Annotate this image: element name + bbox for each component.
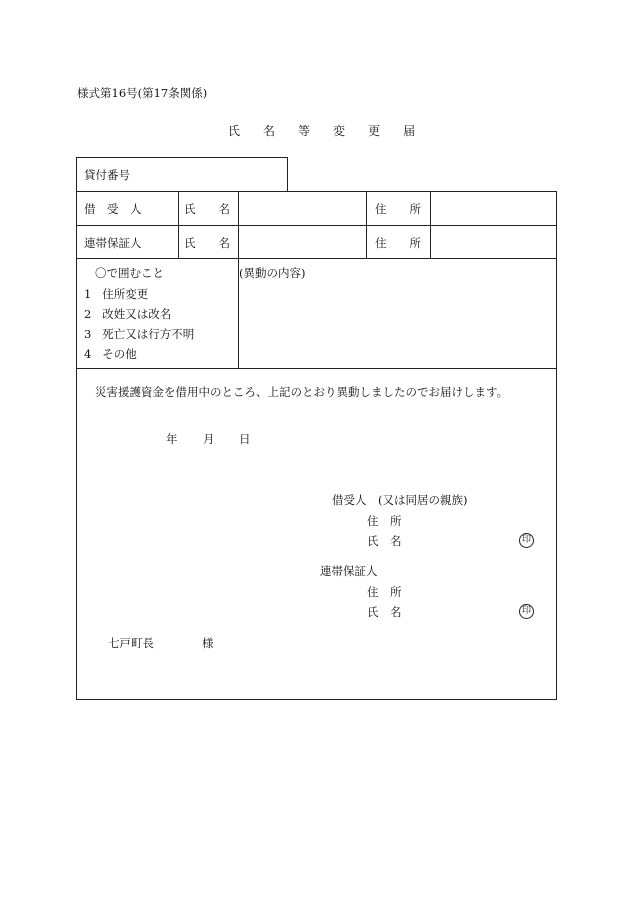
option-death-missing[interactable] [84, 326, 194, 342]
change-detail-field[interactable] [241, 282, 554, 366]
borrower-address-field[interactable] [433, 194, 554, 223]
option-number: 4 [84, 347, 92, 361]
date-month-label: 月 [203, 432, 215, 446]
date-day-label: 日 [239, 432, 251, 446]
title-char: 氏 [228, 124, 241, 138]
circle-instruction: 〇で囲むこと [95, 266, 164, 280]
sign-borrower-address: 住 所 [367, 514, 402, 528]
option-address-change[interactable] [84, 286, 148, 302]
title-char: 届 [403, 124, 416, 138]
option-text: 改姓又は改名 [102, 307, 172, 321]
option-text: 住所変更 [102, 287, 149, 301]
addressee: 七戸町長 [108, 636, 154, 650]
statement-text: 災害援護資金を借用中のところ、上記のとおり異動しましたのでお届けします。 [95, 385, 509, 399]
borrower-address-label: 住 所 [375, 202, 421, 216]
option-text: その他 [102, 347, 137, 361]
option-number: 2 [84, 307, 92, 321]
seal-mark-icon: 印 [519, 604, 534, 619]
title-char: 変 [333, 124, 346, 138]
date-year-label: 年 [166, 432, 178, 446]
option-number: 1 [84, 287, 92, 301]
title-char: 名 [263, 124, 276, 138]
guarantor-name-label: 氏 名 [184, 236, 230, 250]
seal-mark-icon: 印 [519, 533, 534, 548]
borrower-name-label: 氏 名 [184, 202, 230, 216]
change-detail-label: (異動の内容) [239, 266, 306, 280]
sign-borrower-name: 氏 名 [367, 534, 402, 548]
option-name-change[interactable] [84, 306, 171, 322]
sign-guarantor-header: 連帯保証人 [320, 564, 378, 578]
option-text: 死亡又は行方不明 [102, 327, 195, 341]
sign-borrower-header: 借受人 (又は同居の親族) [332, 493, 468, 507]
loan-number-label: 貸付番号 [84, 168, 130, 182]
honorific: 様 [202, 636, 214, 650]
guarantor-address-label: 住 所 [375, 236, 421, 250]
option-other[interactable] [84, 346, 137, 362]
sign-guarantor-address: 住 所 [367, 585, 402, 599]
guarantor-address-field[interactable] [433, 228, 554, 256]
guarantor-name-field[interactable] [241, 228, 364, 256]
sign-guarantor-name: 氏 名 [367, 605, 402, 619]
borrower-name-field[interactable] [241, 194, 364, 223]
form-number-label: 様式第16号(第17条関係) [77, 86, 208, 100]
guarantor-label: 連帯保証人 [84, 236, 142, 250]
borrower-label: 借 受 人 [84, 202, 142, 216]
option-number: 3 [84, 327, 92, 341]
title-char: 等 [298, 124, 311, 138]
document-title [228, 122, 438, 139]
title-char: 更 [368, 124, 381, 138]
